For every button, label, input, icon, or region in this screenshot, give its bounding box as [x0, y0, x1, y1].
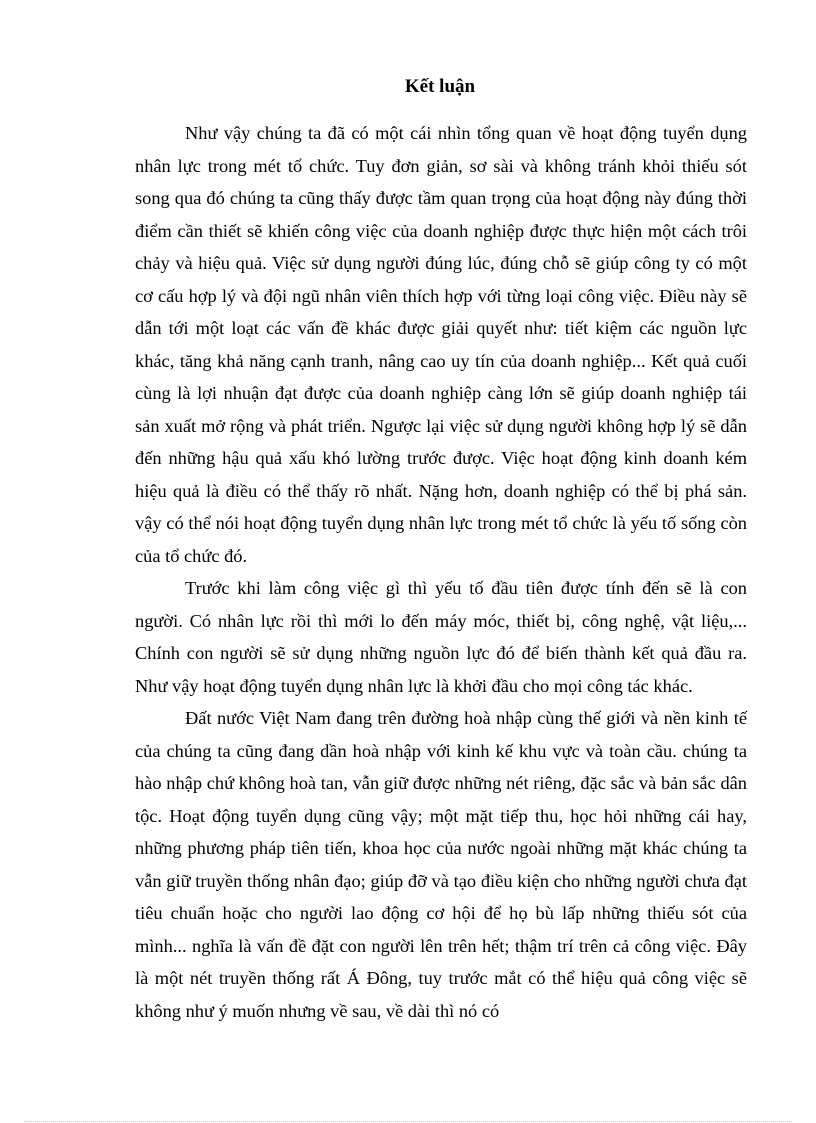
paragraph-human-factor: Trước khi làm công việc gì thì yếu tố đầu tiên được tính đến sẽ là con người. Có nhân lực rồi thì mới lo đến máy móc, thiết bị, công nghệ, vật liệu,... Chính con người sẽ sử dụng những nguồn lực đó để biến thành kết quả đầu ra. Như vậy hoạt động tuyển dụng nhân lực là khởi đầu cho mọi công tác khác.	[135, 578, 747, 696]
document-body	[135, 117, 747, 1027]
paragraph-conclusion-summary: Như vậy chúng ta đã có một cái nhìn tổng quan về hoạt động tuyển dụng nhân lực trong mét tổ chức. Tuy đơn giản, sơ sài và không tránh khỏi thiếu sót song qua đó chúng ta cũng thấy được tầm quan trọng của hoạt động này đúng thời điểm cần thiết sẽ khiến công việc của doanh nghiệp được thực hiện một cách trôi chảy và hiệu quả. Việc sử dụng người đúng lúc, đúng chỗ sẽ giúp công ty có một cơ cấu hợp lý và đội ngũ nhân viên thích hợp với từng loại công việc. Điều này sẽ dẫn tới một loạt các vấn đề khác được giải quyết như: tiết kiệm các nguồn lực khác, tăng khả năng cạnh tranh, nâng cao uy tín của doanh nghiệp... Kết quả cuối cùng là lợi nhuận đạt được của doanh nghiệp càng lớn sẽ giúp doanh nghiệp tái sản xuất mở rộng và phát triển. Ngược lại việc sử dụng người không hợp lý sẽ dẫn đến những hậu quả xấu khó lường trước được. Việc hoạt động kinh doanh kém hiệu quả là điều có thể thấy rõ nhất. Nặng hơn, doanh nghiệp có thể bị phá sản. vậy có thể nói hoạt động tuyển dụng nhân lực trong mét tổ chức là yếu tố sống còn của tổ chức đó.	[135, 123, 747, 566]
page-title: Kết luận	[404, 76, 476, 97]
paragraph-integration: Đất nước Việt Nam đang trên đường hoà nhập cùng thế giới và nền kinh tế của chúng ta cũng đang dần hoà nhập với kinh kế khu vực và toàn cầu. chúng ta hào nhập chứ không hoà tan, vẫn giữ được những nét riêng, đặc sắc và bản sắc dân tộc. Hoạt động tuyển dụng cũng vậy; một mặt tiếp thu, học hỏi những cái hay, những phương pháp tiên tiến, khoa học của nước ngoài những mặt khác chúng ta vẫn giữ truyền thống nhân đạo; giúp đỡ và tạo điều kiện cho những người chưa đạt tiêu chuẩn hoặc cho người lao động cơ hội để họ bù lấp những thiếu sót của mình... nghĩa là vấn đề đặt con người lên trên hết; thậm trí trên cả công việc. Đây là một nét truyền thống rất Á Đông, tuy trước mắt có thể hiệu quả công việc sẽ không như ý muốn nhưng về sau, về dài thì nó có	[135, 708, 747, 1021]
page-bottom-divider	[24, 1121, 792, 1122]
